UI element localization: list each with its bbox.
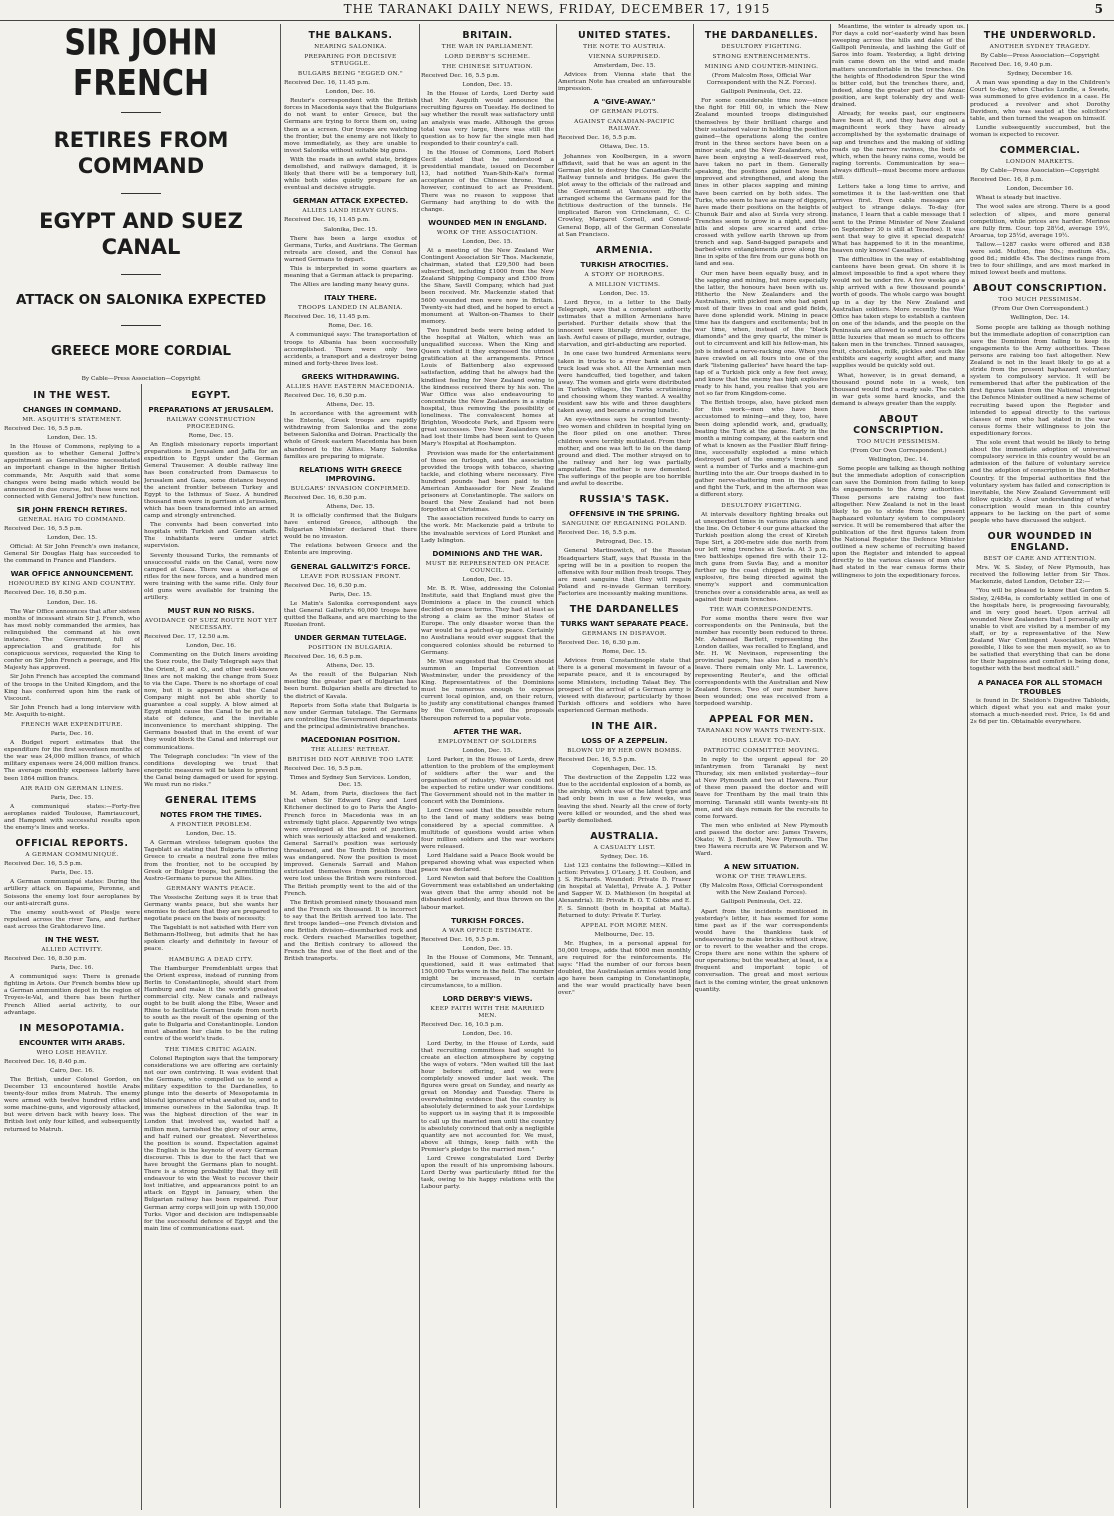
cable-credit: By Cable—Press Association—Copyright (81, 376, 201, 382)
page-number: 5 (1094, 2, 1104, 16)
body-text: With the roads in an awful state, bridges demolished, and railways damaged, it is likely that there will be a temporary lull, while both sides quietly prepare for an eventual and decisive struggle. (284, 156, 417, 192)
body-text: Lord Bryce, in a letter to the Daily Telegraph, says that a competent authority estimates that a million Armenians have perished. Further details show that the innocent were literally driven under the lash. Awful cases of pillage, murder, outrage, starvation, and girl-abducting are reported. (558, 299, 691, 349)
received-line: Received Dec. 16, 5.5 p.m. (4, 426, 83, 432)
body-text: The British, under Colonel Gordon, on December 13 encountered hostile Arabs twenty-four miles from Matruh. The enemy were armed with twelve hundred rifles and some machine-guns, and vigorously attacked, but were driven back with heavy loss. The British lost only four killed, and subsequently returned to Matruh. (4, 1076, 140, 1133)
body-text: In the House of Commons, Lord Robert Cecil stated that he understood a presidential mandate, issued on December 13, had notified Yuan-Shih-Kai's formal acceptance of the Chinese throne. Yuan, however, continued to act as President. There was no reason to suppose that Germany had anything to do with the change. (421, 149, 554, 213)
headline: ABOUT CONSCRIPTION. (853, 413, 944, 436)
headline: GENERAL ITEMS (164, 795, 258, 807)
dateline: Salonika, Dec. 15. (323, 226, 378, 233)
dateline: London, Dec. 15. (462, 747, 513, 754)
received-line: Received Dec. 16, 6.30 p.m. (284, 392, 367, 399)
dateline: London, Dec. 16. (186, 643, 236, 650)
headline: BRITAIN. (462, 30, 513, 41)
dateline: London, Dec. 15. (462, 82, 513, 89)
subheadline: FRENCH WAR EXPENDITURE. (21, 722, 123, 728)
subheadline: WORK OF THE TRAWLERS. (715, 874, 808, 881)
dateline: Wellington, Dec. 14. (868, 457, 929, 464)
subheadline: DESULTORY FIGHTING. (721, 502, 802, 509)
subheadline: HAMBURG A DEAD CITY. (168, 956, 254, 963)
body-text: The British promised ninety thousand men and the French six thousand. It is incorrect to say that the British arrived too late. The first troops landed—one French division and one British division—disembarked rock and rock. Orders reached Marseilles together, and the British contrary to allowed the French the first use of the fleet and of the British transports. (284, 899, 417, 963)
headline: IN MESOPOTAMIA. (19, 1022, 125, 1034)
subheadline: LORD DERBY'S VIEWS. (442, 994, 533, 1004)
subheadline: PATRIOTIC COMMITTEE MOVING. (703, 747, 820, 754)
subheadline: WAR OFFICE ANNOUNCEMENT. (10, 569, 134, 579)
dateline: Athens, Dec. 15. (326, 663, 375, 670)
advertisement-heading: A PANACEA FOR ALL STOMACH TROUBLES (977, 677, 1103, 696)
body-text: Seventy thousand Turks, the remnants of unsuccessful raids on the Canal, were now camped at Gaza. There was a shortage of rifles for the new forces, and a hundred men were training with the same rifle. Only four old guns were available for training the artillery. (144, 552, 278, 602)
dateline: Times and Sydney Sun Services. London, Dec. 15. (289, 775, 412, 789)
subheadline: NEARING SALONIKA. (314, 44, 387, 50)
subheadline: TOO MUCH PESSIMISM. (856, 438, 941, 445)
body-text: Mrs. W. S. Sisley, of New Plymouth, has received the following letter from Sir Thos. Mackenzie, dated London, October 22:— (970, 565, 1110, 586)
subheadline: TURKISH FORCES. (451, 915, 524, 925)
subheadline: MUST BE REPRESENTED ON PEACE COUNCIL. (425, 560, 550, 574)
column-rule (830, 24, 831, 1508)
received-line: Received Dec. 16, 8 p.m. (970, 177, 1044, 184)
body-text: A communiqué says: There is grenade fighting in Artois. Our French bombs blew up a German ammunition depot in the region of Troyes-le-Val, and there has been further French Allied aerial activity, to our advantage. (4, 974, 140, 1016)
headline: COMMERCIAL. (999, 145, 1081, 157)
subheadline: BULGARS' INVASION CONFIRMED. (290, 485, 411, 492)
subheadline: BEST OF CARE AND ATTENTION. (983, 556, 1097, 563)
column-rule (967, 24, 968, 1508)
body-text: Letters take a long time to arrive, and sometimes it is the last-written one that arrives first. Even cable messages are subject to strange delays. To-day (for instance, I learn that a cable message that I sent to the Prime Minister of New Zealand on September 30 is still at Tenedos). It was sent that way to give it special despatch! What has happened to it in the meantime, heaven only knows! Casualties. (832, 184, 965, 254)
body-text: For some months there were five war correspondents on the Peninsula, but the number has recently been reduced to three. Mr. Ashmead Bartlett, representing the London dailies, was recalled to England, and Mr. H. W. Nevinson, representing the provincial papers, has also had a month's leave. There remain only Mr. L. Lawrence, representing Reuter's, and the official correspondents with the Australian and New Zealand forces. Two of our number have been wounded; one was received from a torpedoed warship. (695, 615, 828, 707)
subheadline: LORD DERBY'S SCHEME. (444, 54, 531, 60)
banner-headline: SIR JOHN FRENCH (64, 24, 218, 105)
received-line: Received Dec. 16, 5.5 p.m. (558, 135, 637, 142)
received-line: Received Dec. 16, 5.5 p.m. (284, 766, 363, 772)
subheadline: GREEKS WITHDRAWING. (301, 371, 400, 381)
headline: IN THE WEST. (33, 390, 111, 401)
subheadline: MINING AND COUNTER-MINING. (704, 64, 819, 70)
body-text: The Hamburger Fremdenblatt urges that the Orient express, instead of running from Berlin to Constantinople, should start from Hamburg and make it the world's greatest commercial city. New canals and railways ought to be built along the Elbe, Weser and Rhine to facilitate German trade from north to south as the result of the opening of the gate to Bulgaria and Constantinople. London must abandon her claim to be the ruling centre of the world's trade. (144, 965, 278, 1043)
body-text: Lord Crewe congratulated Lord Derby upon the result of his unpromising labours. Lord Derby was particularly fitted for the task, owing to his happy relations with the Labour party. (421, 1156, 554, 1191)
received-line: Received Dec. 16, 5.5 p.m. (4, 525, 83, 532)
subheadline: CHANGES IN COMMAND. (22, 405, 122, 414)
body-text: Mr. B. R. Wise, addressing the Colonial Institute, said that England must give the Dominions a place in the council which decided on peace terms. They had at least as strong a claim as the minor States of Europe. The only disaster worse than the war would be a patched-up peace. Certainly no Australians would ever suggest that the conquered colonies should be returned to Germany. (421, 585, 554, 656)
body-text: A communiqué says: The transportation of troops to Albania has been successfully accomplished. There were only two accidents, a transport and a destroyer being mined and forty-three lives lost. (284, 332, 417, 367)
dateline: Paris, Dec. 15. (50, 870, 94, 877)
body-text: Advices from Vienna state that the American Note has created an unfavourable impression. (558, 72, 691, 93)
received-line: Received Dec. 16, 5.5 p.m. (421, 73, 500, 79)
dateline: Ottawa, Dec. 15. (599, 144, 650, 151)
body-text: At intervals desultory fighting breaks out at unexpected times in various places along the line. On October 4 our guns attacked the Turkish position along the crest of Kireteh Tepe Sirt, a 200-metre side due north from our left wing trenches at Suvla. At 3 p.m. two battleships opened fire with their 12-inch guns from Suvla Bay, and a monitor further up the coast chipped in with high explosive, fire being directed against the enemy's support and communication trenches over a considerable area, as well as against their main trenches. (695, 511, 828, 603)
subheadline: THE ALLIES' RETREAT. (311, 747, 390, 753)
subheadline: TURKS WANT SEPARATE PEACE. (560, 619, 689, 629)
received-line: Received Dec. 16, 11.45 p.m. (284, 217, 370, 224)
subheadline: TROOPS LANDED IN ALBANIA. (297, 305, 403, 312)
dateline: Cairo, Dec. 16. (50, 1067, 94, 1074)
body-text: Sir John French has accepted the command of the troops in the United Kingdom, and the King has conferred upon him the rank of Viscount. (4, 674, 140, 702)
subheadline: TARANAKI NOW WANTS TWENTY-SIX. (697, 727, 826, 734)
body-text: The destruction of the Zeppelin L22 was due to the accidental explosion of a bomb, as the airship, which was of the latest type and had only been in use a few weeks, was leaving the shed. Nearly all the crew of forty were killed or wounded, and the shed was partly demolished. (558, 775, 691, 824)
body-text: Lord Crewe said that the possible return to the land of many soldiers was being considered by a special committee. A multitude of questions would arise when four million soldiers and the war workers were released. (421, 808, 554, 850)
dateline: Sydney, Dec. 16. (600, 853, 649, 860)
subheadline: SIR JOHN FRENCH RETIRES. (16, 504, 128, 514)
subheadline: IN THE WEST. (44, 934, 100, 944)
subheadline: POSITION IN BULGARIA. (308, 645, 393, 652)
subheadline: A GERMAN COMMUNIQUÉ. (25, 852, 119, 859)
subheadline: STRONG ENTRENCHMENTS. (712, 54, 811, 60)
headline: RUSSIA'S TASK. (579, 494, 670, 506)
dateline: London, Dec. 15. (462, 945, 513, 952)
headline: UNITED STATES. (578, 30, 671, 41)
body-text: Mr. Wise suggested that the Crown should summon an Imperial Convention at Westminster, under the presidency of the King. Representatives of the Dominions must be numerous enough to express current local opinion, and, on their return, to justify any constitutional changes framed by the Convention, and the proposals thereupon referred to a popular vote. (421, 658, 554, 722)
received-line: Received Dec. 16, 8.30 p.m. (4, 955, 87, 962)
headline: APPEAL FOR MEN. (709, 713, 814, 725)
body-text: Apart from the incidents mentioned in yesterday's letter, it has seemed for some time past as if the war correspondents would have the thankless task of endeavouring to make bricks without straw, or to revert to the weather and the crops. Crops there are none within the sphere of our operations; but the weather, at least, is a frequent and important topic of conversation. The great and most serious fact is the coming winter, the great unknown quantity. (695, 908, 828, 993)
body-text: The convents had been converted into hospitals with Turkish and German staffs. The inhabitants were under strict supervision. (144, 522, 278, 550)
body-text: Mr. Hughes, in a personal appeal for 50,000 troops, adds that 6000 men monthly are required for the reinforcements. He says: "Had the number of our forces been doubled, the Australasian armies would long ago have been camping in Constantinople, and the war would practically have been over." (558, 940, 691, 997)
received-line: Received Dec. 16, 8.40 p.m. (4, 1058, 87, 1065)
subheadline: A CASUALTY LIST. (593, 844, 656, 851)
byline: (From Malcolm Ross, Official War Correspondent with the N.Z. Forces). (706, 73, 817, 87)
body-text: For some considerable time now—since the fight for Hill 60, in which the New Zealand mounted troops distinguished themselves by their brilliant charge and their sustained valour in holding the position gained—the operations along the centre front in the three sectors have been on a minor scale, and the New Zealanders, who have been enjoying a well-deserved rest, have taken no part in them. Generally speaking, the positions gained have been improved and strengthened, and along the lines in other places sapping and mining have been carried on by both sides. The Turks, who seem to have as many of diggers, have made their positions on the heights of Chunuk Bair and also at Suvla very strong. Trenches seem to grow in a night, and the hills and slopes are scarred and criss-crossed with yellow earth thrown up from trench and sap. Sand-bagged parapets and barbed-wire entanglements grow along the line in spite of the fire from our guns both on land and sea. (695, 98, 828, 268)
body-text: A German communiqué states: During the artillery attack on Bapaume, Peronne, and Soissons the enemy lost four aeroplanes by our anti-aircraft guns. (4, 879, 140, 907)
column-britain (421, 24, 554, 1510)
subheadline: BULGARS BEING "EGGED ON." (297, 71, 404, 77)
body-text: Wheat is steady but inactive. (976, 195, 1062, 202)
subheadline: VIENNA SURPRISED. (588, 54, 661, 60)
dateline: Paris, Dec. 16. (50, 731, 94, 737)
article-egypt (144, 384, 278, 1510)
body-text: An English missionary reports important preparations in Jerusalem and Jaffa for an expedition to Egypt under the German General Trausemer. A double railway line has been constructed from Damascus to Jerusalem and Gaza, some distance beyond the ancient frontier between Turkey and Egypt to the Isthmus of Suez. A hundred thousand men were in garrison at Jerusalem, which has been transformed into an armed camp and strongly entrenched. (144, 442, 278, 520)
dateline: Paris, Dec. 16. (50, 965, 94, 972)
received-line: Received Dec. 16, 8.50 p.m. (4, 590, 87, 597)
advertisement-text: is found in Dr. Sheldon's Digestive Tabloids, which digest what you eat and make your stomach a much-needed rest. Price, 1s 6d and 2s 6d per tin. Obtainable everywhere. (970, 697, 1110, 725)
received-line: Received Dec. 16, 5.5 p.m. (558, 530, 637, 537)
body-text: A German wireless telegram quotes the Tageblatt as stating that Bulgaria is offering Greece to create a neutral zone five miles from the frontier, not to be occupied by Greek or Bulgar troops, but permitting the Austro-Germans to pursue the Allies. (144, 840, 278, 882)
body-text: Advices from Constantinople state that there is a general movement in favour of a separate peace, and it is encouraged by some Ministers, including Talaat Bey. The prospect of the arrival of a German army is viewed with disfavour, particularly by those Turkish officers and soldiers who have experienced German methods. (558, 658, 691, 714)
dateline: London, Dec. 16. (325, 89, 376, 96)
subheadline: AIR RAID ON GERMAN LINES. (20, 785, 124, 792)
subheadline: TOO MUCH PESSIMISM. (998, 297, 1082, 304)
body-text: In the House of Commons, Mr. Tennant, questioned, said it was estimated that 150,000 Turks were in the field. The number might be increased, in certain circumstances, to a million. (421, 954, 554, 990)
subheadline: SANGUINE OF REGAINING POLAND. (561, 521, 688, 528)
subheadline: NOTES FROM THE TIMES. (160, 810, 262, 820)
subheadline: ITALY THERE. (324, 293, 377, 303)
body-text: The association received funds to carry on the work. Mr. Mackenzie paid a tribute to the invaluable services of Lord Plunket and Lady Islington. (421, 516, 554, 544)
subheadline: A MILLION VICTIMS. (588, 281, 661, 288)
subheadline: PREPARATIONS AT JERUSALEM. (148, 405, 274, 414)
received-line: Received Dec. 17, 12.50 a.m. (144, 634, 230, 641)
byline: (From Our Own Correspondent.) (991, 306, 1089, 313)
dateline: London, Dec. 16. (462, 1031, 513, 1038)
body-text: A Budget report estimates that the expenditure for the first seventeen months of the war was 24,000 million francs, of which military expenses were 24,000 million francs. The average monthly expenses latterly have been 1864 million francs. (4, 740, 140, 782)
received-line: Received Dec. 16, 6.30 p.m. (284, 494, 367, 501)
headline: THE UNDERWORLD. (983, 30, 1097, 41)
headline: AUSTRALIA. (590, 830, 659, 842)
headline: THE DARDANELLES. (704, 30, 819, 41)
dateline: Gallipoli Peninsula, Oct. 22. (720, 89, 803, 96)
headline: IN THE AIR. (591, 721, 658, 732)
dateline: Rome, Dec. 15. (602, 649, 647, 656)
body-text: In reply to the urgent appeal for 20 infantrymen from Taranaki by next Thursday, six men enlisted yesterday—four at New Plymouth and two at Hawera. Four of these men passed the doctor and will leave for Trentham by the mail train this morning. Taranaki still wants twenty-six fit men, and six days remain for the recruits to come forward. (695, 756, 828, 820)
body-text: In accordance with the agreement with the Entente, Greek troops are rapidly withdrawing from Salonika and the zone between Salonika and Doiran. Practically the whole of Greek eastern Macedonia has been abandoned to the Allies. Many Salonika families are preparing to migrate. (284, 411, 417, 460)
dateline: Petrograd, Dec. 15. (595, 539, 654, 546)
column-dardanelles (695, 24, 828, 1510)
subheadline: A FRONTIER PROBLEM. (170, 822, 252, 829)
body-text: Provision was made for the entertainment of those on furlough, and the association provided the troops with tobacco, shaving tackle, and clothing where necessary. Five hundred pounds had been paid to the American Ambassador for New Zealand prisoners at Constantinople. The sailors on board the New Zealand had not been forgotten at Christmas. (421, 450, 554, 514)
masthead-title: THE TARANAKI DAILY NEWS, FRIDAY, DECEMBER 17, 1915 (343, 2, 771, 16)
subheadline: LOSS OF A ZEPPELIN. (581, 736, 668, 745)
byline: (By Malcolm Ross, Official Correspondent with the New Zealand Forces). (699, 883, 824, 897)
subheadline: BRITISH DID NOT ARRIVE TOO LATE (287, 757, 414, 763)
body-text: The difficulties in the way of establishing canteens have been great. On shore it is almost impossible to find a spot where they would not be under fire. A few weeks ago a ship arrived with a few thousand pounds' worth of goods. The whole cargo was bought up in a day by the New Zealand and Australian soldiers. More recently the War Office has taken steps to establish a canteen on one of the islands, and the people on the Peninsula are allowed to send across for the little luxuries that mean so much to officers taken men in the trenches. Tinned sausages, fruit, chocolates, milk, pickles and such like exhibits are eagerly sought after, and many supplies would be quickly sold out. (832, 257, 965, 370)
subheadline: LONDON MARKETS. (1005, 159, 1075, 166)
body-text: Some people are talking as though nothing but the immediate adoption of conscription can save the Dominion from failing to keep its engagements to the Army authorities. These persons are raising too fast altogether. New Zealand is not in the least likely to go to stride from the present haphazard voluntary system to compulsory service. It will be remembered that after the publication of the first figures taken from the National Register the Defence Minister outlined a new scheme of recruiting based upon the Register and intended to appeal directly to the various classes of men who had stated in the war census forms their willingness to join the expeditionary forces. (832, 466, 965, 579)
subheadline: ALLIED ACTIVITY. (41, 946, 103, 953)
body-text: Some people are talking as though nothing but the immediate adoption of conscription can save the Dominion from failing to keep its engagements to the Army authorities. These persons are raising too fast altogether. New Zealand is not in the least likely to go at a stride from the present haphazard voluntary system to compulsory service. It will be remembered that after the publication of the first figures taken from the National Register the Defence Minister outlined a new scheme of recruiting based upon the Register and intended to appeal directly to the various classes of men who had stated in the war census forms their willingness to join the expeditionary forces. (970, 324, 1110, 437)
subheadline: EMPLOYMENT OF SOLDIERS (438, 738, 537, 745)
received-line: Received Dec. 16, 6.30 p.m. (558, 640, 641, 647)
subheadline: MACEDONIAN POSITION. (300, 735, 401, 744)
body-text: Lundie subsequently succumbed, but the woman is expected to recover. (970, 124, 1110, 138)
body-text: Le Matin's Salonika correspondent says that General Gallwitz's 60,000 troops have quitted the Balkans, and are marching to the Russian front. (284, 600, 417, 628)
column-rule (419, 24, 420, 1508)
column-dardanelles-continued (832, 24, 965, 1510)
subheadline: A NEW SITUATION. (723, 862, 800, 872)
headline: THE DARDANELLES (569, 604, 680, 616)
subheadline: GENERAL HAIG TO COMMAND. (18, 516, 126, 523)
dateline: Rome, Dec. 15. (188, 433, 234, 439)
body-text: M. Adam, from Paris, discloses the fact that when Sir Edward Grey and Lord Kitchener declined to go to Paris the Anglo-French force in Macedonia was in an extremely tight place. Apparently two wings were enveloped at the point of junction, which was seriously attacked and weakened. General Sarrail's position was seriously threatened, and the Tenth British Division was endangered. Now the position is most improved. Generals Sarrail and Mahon extricated themselves from positions that were lost unless the British were reinforced. The British promptly went to the aid of the French. (284, 791, 417, 897)
dateline: Copenhagen, Dec. 15. (592, 766, 657, 773)
subheadline: DESULTORY FIGHTING. (721, 44, 802, 50)
subheadline: A WAR OFFICE ESTIMATE. (442, 927, 533, 934)
received-line: Received Dec. 16, 9.40 p.m. (970, 62, 1053, 69)
subheadline: A STORY OF HORRORS. (584, 271, 665, 278)
subheadline: UNDER GERMAN TUTELAGE. (294, 633, 407, 643)
banner-headline: RETIRES FROM COMMAND (53, 128, 229, 178)
column-rule (693, 24, 694, 1508)
body-text: The wool sales are strong. There is a good selection of slipes, and more general competition, while prices are harder. Merinos are fully firm. Cour. top 28½d, average 19½, Aroarua, top 25½d, average 19½. (970, 204, 1110, 239)
body-text: The enemy south-west of Pleslje were repulsed across the river Tara, and further east across the Grahtodarevo line. (4, 909, 140, 930)
subheadline: GENERAL GALLWITZ'S FORCE. (290, 561, 411, 571)
body-text: Sir John French had a long interview with Mr. Asquith to-night. (4, 704, 140, 718)
column-balkans (284, 24, 417, 1510)
body-text: A man was spending a day in the Children's Court to-day, when Charles Lundie, a Swede, was summoned to give evidence in a case. He produced a revolver and shot Dorothy Davidson, who was seated at the solicitors' table, and then turned the weapon on himself. (970, 80, 1110, 122)
body-text: Johannes von Koolbergen, in a sworn affidavit, said that he was an agent in the German plot to destroy the Canadian-Pacific Railway tunnels and bridges. He gave the plot away to the officials of the railroad and the Government at Vancouver. By the arranged scheme the Germans paid for the fictitious destruction of the tunnels. He implicated Baron von Crinckmann, C. C. Crowley, Margaret Cornell, and Consul-General Bopp, all of the German Consulate at San Francisco. (558, 153, 691, 238)
subheadline: HOURS LEAVE TO-DAY. (721, 737, 802, 744)
body-text: This is interpreted in some quarters as meaning that a German attack is preparing. (284, 265, 417, 280)
body-text: Lord Derby, in the House of Lords, said that recruiting committees had sought to create an election atmosphere by copying the ways of voters. "Men waited till the last hour before offering, and we were completely snowed under last week. The figures were great on Sunday, and nearly as great on Monday and Tuesday. There is overwhelming evidence that the country is absolutely determined to ask your Lordships to support us in saying that it is impossible to call up the married men until the country is absolutely convinced that only a negligible quantity are not accounted for. We must, above all things, keep faith with the Premier's pledge to the married men." (421, 1040, 554, 1153)
body-text: General Martinowitch, of the Russian Headquarters Staff, says that Russia in the spring will be in a position to reopen the offensive with four million fresh troops. They are most sanguine that they will regain Poland and re-invade German territory. Factories are incessantly making munitions. (558, 548, 691, 597)
subheadline: OFFENSIVE IN THE SPRING. (569, 509, 680, 519)
subheadline: AVOIDANCE OF SUEZ ROUTE NOT YET NECESSARY. (144, 618, 278, 632)
body-text: Lord Newton said that before the Coalition Government was established an undertaking was given that the army should not be disbanded suddenly, and thus thrown on the labour market. (421, 876, 554, 911)
received-line: Received Dec. 16, 5.5 p.m. (558, 757, 637, 763)
body-text: Tallow.—1287 casks were offered and 838 were sold. Mutton, fine 50s.; medium 45s., good 8d.; middle 45s. The declines range from two to four shillings, and are most marked in mixed lowest beefs and muttons. (970, 241, 1110, 277)
received-line: Received Dec. 16, 6.5 p.m. (284, 654, 363, 661)
subheadline: THE WAR CORRESPONDENTS. (709, 606, 814, 613)
subheadline: HONOURED BY KING AND COUNTRY. (8, 581, 136, 588)
dateline: Paris, Dec. 15. (329, 591, 372, 598)
body-text: Two hundred beds were being added to the hospital at Walton, which was an unqualified success. When the King and Queen visited it they expressed the utmost gratification at the arrangements. Prince Louis of Battenberg also expressed satisfaction, adding that he always had the kindliest feeling for New Zealand owing to the kindness received there by his son. The War Office was also endeavouring to concentrate the New Zealanders in a single hospital, thus removing the possibility of loneliness. The convalescent homes at Brighton, Woodcote Park, and Epsom were great successes. Two New Zealanders who had lost their limbs had been sent to Queen Mary's Hospital at Roehampton. (421, 327, 554, 448)
subheadline: WOUNDED MEN IN ENGLAND. (428, 217, 547, 227)
byline: (From Our Own Correspondent.) (850, 447, 947, 454)
dateline: London, Dec. 15. (47, 435, 97, 442)
body-text: At a meeting of the New Zealand War Contingent Association Sir Thos. Mackenzie, chairman, stated that £29,500 had been subscribed, including £1000 from the New Zealand Shipping Company and £500 from the Shaw, Savill Company, which had just been received. Mr. Mackenzie stated that 5600 wounded men were now in Britain. Twenty-six had died, and he hoped to erect a monument at Walton-on-Thames to their memory. (421, 247, 554, 325)
dateline: Athens, Dec. 15. (326, 503, 375, 510)
body-text: The Tageblatt is not satisfied with Herr von Bethmann-Hollweg, but admits that he has spoken clearly and definitely in favour of peace. (144, 925, 278, 953)
body-text: The Telegraph concludes: "In view of the conditions developing we trust that energetic measures will be taken to prevent the Canal being damaged or used for spying. We must run no risks." (144, 753, 278, 789)
subheadline: MR. ASQUITH'S STATEMENT. (22, 417, 122, 423)
dateline: Wellington, Dec. 14. (1010, 315, 1070, 322)
headline: OUR WOUNDED IN ENGLAND. (987, 531, 1093, 554)
subheadline: ANOTHER SYDNEY TRAGEDY. (989, 44, 1091, 50)
body-text: List 123 contains the following:—Killed in action: Privates J. O'Leary, J. H. Coulson, and J. S. Richards. Wounded: Private D. Fraser (in hospital at Valetta), Private A. J. Potter and Sapper W. D. Mathieson (in hospital at Alexandria). Ill: Private R. O. T. Gibbs and E. F. S. Sinnott (both in hospital at Malta). Returned to duty: Private F. Turley. (558, 862, 691, 919)
headline: THE BALKANS. (308, 30, 393, 41)
body-text: "You will be pleased to know that Gordon S. Sisley, 2/484a, is comfortably settled in one of the hospitals here, is progressing favourably, and in very good heart. Upon arrival all wounded New Zealanders that I personally am unable to visit are visited by a member of my staff, or by a representative of the New Zealand War Contingent Association. When possible, I like to see the men myself, so as to be satisfied that everything that can be done for their happiness and comfort is being done, together with the best medical skill." (970, 588, 1110, 673)
subheadline: LEAVE FOR RUSSIAN FRONT. (300, 573, 401, 580)
subheadline: ENCOUNTER WITH ARABS. (18, 1037, 126, 1047)
dateline: London, Dec. 15. (462, 238, 513, 245)
received-line: Received Dec. 16, 6.30 p.m. (284, 582, 367, 589)
dateline: Melbourne, Dec. 15. (594, 931, 655, 938)
subheadline: OF GERMAN PLOTS. (589, 109, 660, 116)
headline: ABOUT CONSCRIPTION. (973, 283, 1107, 295)
subheadline: AFTER THE WAR. (453, 726, 522, 736)
body-text: The sole event that would be likely to bring about the immediate adoption of universal compulsory service in this country would be an admission of the failure of voluntary service and the adoption of conscription in the Mother Country. If the Imperial authorities find the voluntary system has failed and conscription is inevitable, the New Zealand Government will follow quickly. A clear understanding of what conscription would mean in this country appears to be lacking on the part of some people who have discussed the subject. (970, 440, 1110, 525)
body-text: It is officially confirmed that the Bulgars have entered Greece, although the Bulgarian Minister declared that there would be no invasion. (284, 512, 417, 541)
dateline: London, Dec. 16. (47, 599, 97, 606)
dateline: Athens, Dec. 15. (326, 402, 375, 408)
banner-headline: ATTACK ON SALONIKA EXPECTED (15, 292, 267, 308)
subheadline: GERMAN ATTACK EXPECTED. (292, 196, 409, 206)
dateline: London, Dec. 15. (47, 535, 97, 542)
body-text: What, however, is in great demand, a thousand pound note in a week, ten thousand would find a ready sale. The catch in war gets some hard knocks, and the demand is always greater than the supply. (832, 372, 965, 407)
body-text: Colonel Repington says that the temporary considerations we are offering are certainly not our own contriving. It was evident that the Germans, who compelled us to send a military expedition to the Dardanelles, to plunge into the deserts of Mesopotamia in blissful ignorance of what awaited us, and to immerse ourselves in the Salonika trap. It was the highest direction of the war in London that involved us, wasted half a million men, tarnished the glory of our arms, and half ruined our greatest. Nevertheless the position is sound. Expectation against the English is the keynote of every German discourse. This is due to the fact that we have brought the Germans plan to nought. There is a strong probability that they will endeavour to win the West to recover their lost initiative, and appearances point to an attack on Egypt in January, when the Bulgarian railway has been repaired. Four German army corps will join up with 150,000 Turks. Vigor and decision are indispensable for the successful defence of Egypt and the main line of communications east. (144, 1055, 278, 1232)
subheadline: A "GIVE-AWAY." (593, 97, 656, 107)
body-text: The Allies are landing many heavy guns. (290, 282, 410, 289)
subheadline: GERMANY WANTS PEACE. (166, 885, 256, 892)
dateline: Paris, Dec. 15. (50, 794, 94, 801)
subheadline: MUST RUN NO RISKS. (167, 606, 255, 616)
body-text: Already, for weeks past, our engineers have been at it, and they have dug out a magnificent work they have already accomplished by the systematic drainage of sap and trenches and the making of sidling roads up the narrow ravines, the beds of which, when the heavy rains come, would be raging torrents. Communication by sea—always difficult—must become more arduous still. (832, 111, 965, 181)
dateline: Rome, Dec. 16. (328, 323, 373, 330)
body-text: Our men have been equally busy, and in the sapping and mining, but more especially the latter, the honours have been with us. Hitherto the New Zealanders and the Australians, with picked men who had spent most of their lives in coal and gold fields, have done splendid work. Mining in peace time has its dangers and excitements; but in war time, when, instead of the "black diamonds" and the grey quartz, the miner is out to circumvent and kill his fellow-man, his job is indeed a nerve-racking one. When you have crawled on all fours into one of the dark "listening galleries" have heard the tap-tap of a Turkish pick only a few feet away, and know that the enemy has high explosive ready to his hand, you realise that you are not so far from Kingdom-come. (695, 270, 828, 398)
front-story-column (4, 24, 278, 1510)
subheadline: WHO LOSE HEAVILY. (36, 1049, 108, 1056)
subheadline: WORK OF THE ASSOCIATION. (436, 229, 539, 236)
body-text: In the House of Lords, Lord Derby said that Mr. Asquith would announce the recruiting figures on Tuesday. He declined to say whether the result was satisfactory until an analysis was made. Although the gross total was very large, there was still the question as to how far the single men had responded to their country's call. (421, 91, 554, 147)
cable-credit: By Cable—Press Association—Copyright (980, 53, 1100, 59)
subheadline: DOMINIONS AND THE WAR. (432, 548, 543, 558)
body-text: Lord Haldane said a Peace Book would be prepared showing what was expected when peace was declared. (421, 852, 554, 874)
column-rule (280, 24, 281, 1508)
body-text: The Vossische Zeitung says it is true that Germany wants peace, but she wants her enemies to declare that they are prepared to negotiate peace on the basis of necessity. (144, 894, 278, 923)
body-text: Official: At Sir John French's own instance, General Sir Douglas Haig has succeeded to the command in France and Flanders. (4, 544, 140, 565)
subheadline: AGAINST CANADIAN-PACIFIC RAILWAY. (574, 119, 675, 133)
subheadline: RAILWAY CONSTRUCTION PROCEEDING. (166, 417, 256, 430)
dateline: Gallipoli Peninsula, Oct. 22. (720, 899, 803, 906)
body-text: Meantime, the winter is already upon us. For days a cold nor'-easterly wind has been sweeping across the hills and dales of the Gallipoli Peninsula, and lashing the Gulf of Saros into foam. Yesterday, a light driving rain came down on the wind and made matters uncomfortable in the trenches. On the heights of Rhododendron Spur the wind is bitter cold, but the trenches there, and, indeed, along the greater part of the Anzac position, are kept tolerably dry and well-drained. (832, 24, 965, 109)
subheadline: THE NOTE TO AUSTRIA. (583, 44, 666, 50)
body-text: The War Office announces that after sixteen months of incessant strain Sir J. French, who has most nobly commanded the armies, has relinquished the command at his own instance. The Government, full of appreciation and gratitude for his conspicuous services, requested the King to confer on Sir John French a peerage, and His Majesty has approved. (4, 608, 140, 672)
subheadline: ALLIES LAND HEAVY GUNS. (302, 208, 399, 215)
body-text: Commenting on the Dutch liners avoiding the Suez route, the Daily Telegraph says that the Orient, P. and O., and other well-known lines are not making the change from Suez to via the Cape. There is no shortage of coal now, but it is apparent that the Canal Company might not be able shortly to guarantee a coal supply. A blow aimed at Egypt might cause the Canal to be put in a state of defence, and the inevitable inconvenience to merchant shipping. The Germans boasted that in the event of war they would block the Canal and interrupt our communications. (144, 652, 278, 751)
subheadline: KEEP FAITH WITH THE MARRIED MEN. (430, 1006, 545, 1020)
received-line: Received Dec. 16, 11.45 p.m. (284, 80, 370, 86)
dateline: London, Dec. 15. (599, 290, 650, 297)
body-text: Lord Parker, in the House of Lords, drew attention to the problem of the employment of soldiers after the war and the organisation of industry. Women could not be expected to retire under war conditions. The Government should not in the matter in concert with the Dominions. (421, 756, 554, 806)
masthead (0, 2, 1114, 21)
subheadline: THE WAR IN PARLIAMENT. (441, 44, 534, 50)
dateline: Sydney, December 16. (1007, 71, 1073, 78)
subheadline: GERMANS IN DISFAVOR. (582, 631, 667, 638)
banner-headline: EGYPT AND SUEZ CANAL (39, 209, 243, 259)
subheadline: ALLIES HAVE EASTERN MACEDONIA. (286, 383, 415, 390)
body-text: Reports from Sofia state that Bulgaria is now under German tutelage. The Germans are controlling the Government departments and the principal administrative branches. (284, 702, 417, 730)
subheadline: THE CHINESE SITUATION. (441, 64, 534, 70)
subheadline: PREPARING FOR DECISIVE STRUGGLE. (304, 54, 397, 67)
body-text: Reuter's correspondent with the British forces in Macedonia says that the Bulgarians do not want to enter Greece, but the Germans are trying to force them on, using them as a screen. Our troops are watching the frontier, but the enemy are not likely to move immediately, as they are unable to invest Salonika without suitable big guns. (284, 98, 417, 154)
body-text: In the House of Commons, replying to a question as to whether General Joffre's appointment as Generalissimo necessitated an important change in the higher British commands, Mr. Asquith said that some changes were being made which would be announced in due course, but these were not connected with General Joffre's new function. (4, 444, 140, 500)
subheadline: TURKISH ATROCITIES. (580, 259, 669, 269)
body-text: As the result of the Bulgarian Nish meeting the greater part of Bulgarian has been burnt. Bulgarian shells are directed to the district of Kavala. (284, 672, 417, 700)
body-text: A communiqué states:—Forty-five aeroplanes raided Toulouse, Ramriaucourt, and Hampont with successful results upon the enemy's lines and works. (4, 803, 140, 832)
banner-headline: GREECE MORE CORDIAL (50, 343, 232, 359)
body-text: The British troops, also, have picked men for this work—men who have been accustomed to mining—and they, too, have been doing splendid work, and, gradually, beating the Turk at the game. Early in the month a mining company, at the eastern end of what is known as the Fusilier Bluff firing-line, successfully exploded a mine which destroyed part of the enemy's trench and sent a number of Turks and a machine-gun hurtling into the air. Our troops dashed in to gather nerve-shattering men in the place and fight the Turk, and in the afternoon was a different story. (695, 400, 828, 499)
headline: EGYPT. (191, 390, 231, 401)
cable-credit: By Cable—Press Association—Copyright (980, 168, 1100, 175)
dateline: London, December 16. (1006, 186, 1074, 193)
dateline: Amsterdam, Dec. 15. (593, 63, 656, 69)
body-text: In one case two hundred Armenians were taken in trucks to a river bank and each truck load was shot. All the Armenian men were handcuffed, tied together, and taken away. The women and girls were distributed in Turkish villages, the Turks scrutinising and choosing whom they wanted. A wealthy resident saw his wife and three daughters taken away, and became a raving lunatic. (558, 351, 691, 415)
column-rule (556, 24, 557, 1508)
subheadline: BLOWN UP BY HER OWN BOMBS. (567, 748, 682, 754)
body-text: The relations between Greece and the Entente are improving. (284, 543, 417, 557)
article-in-the-west (4, 384, 140, 1510)
received-line: Received Dec. 16, 11.45 p.m. (284, 314, 370, 321)
subheadline: RELATIONS WITH GREECE IMPROVING. (299, 464, 402, 483)
received-line: Received Dec. 16, 5.5 p.m. (421, 936, 500, 943)
headline: OFFICIAL REPORTS. (15, 838, 129, 850)
body-text: An eye-witness says he counted twenty-two women and children in hospital lying on the floor piled on one another. Three children were terribly mutilated. From their mother, and one was left to lie on the damp ground and died. The mother strayed on to the railway and her leg was partially amputated. The mother is now demented. The sufferings of the people are too horrible and awful to describe. (558, 417, 691, 488)
subheadline: APPEAL FOR MORE MEN. (581, 922, 668, 929)
dateline: London, Dec. 15. (186, 831, 236, 838)
received-line: Received Dec. 16, 10.5 p.m. (421, 1022, 504, 1029)
dateline: London, Dec. 15. (462, 576, 513, 583)
column-united-states (558, 24, 691, 1510)
body-text: The men who enlisted at New Plymouth and passed the doctor are: James Travers, Okato; W. J. Benfield, New Plymouth. The two Hawera recruits are W. Paterson and W. Ward. (695, 822, 828, 858)
body-text: There has been a large exodus of Germans, Turks, and Austrians. The German retreats are closed, and the Consul has warned Germans to depart. (284, 235, 417, 263)
column-underworld (970, 24, 1110, 1510)
received-line: Received Dec. 16, 5.5 p.m. (4, 861, 83, 868)
subheadline: THE TIMES CRITIC AGAIN. (165, 1046, 257, 1053)
headline: ARMENIA. (595, 244, 654, 256)
